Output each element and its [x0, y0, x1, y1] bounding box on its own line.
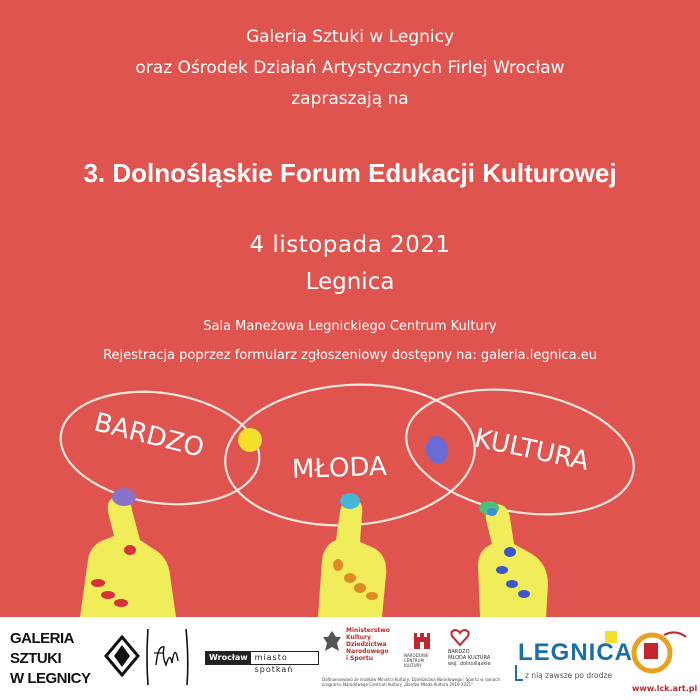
yellow-dot	[238, 428, 262, 452]
word-kultura: KULTURA	[471, 423, 592, 477]
lck-logo	[626, 623, 698, 693]
word-bardzo: BARDZO	[91, 407, 207, 464]
funding-fine-print: Dofinansowano ze środków Ministra Kultury, Dziedzictwa Narodowego i Sportu w ramach programu Narodowego Centrum Kultury „Bardzo Młoda Kultura 2019-2021”	[322, 677, 500, 687]
legnica-city-logo	[515, 635, 633, 695]
nck-castle-icon	[412, 631, 432, 651]
registration-info: Rejestracja poprzez formularz zgłoszeniowy dostępny na: galeria.legnica.eu	[103, 348, 597, 363]
ministerstwo-logo	[322, 627, 394, 677]
bmk-text: BARDZO MŁODA KULTURA woj. dolnośląskie	[448, 649, 491, 667]
invitation-line: zapraszają na	[291, 89, 409, 109]
event-title: 3. Dolnośląskie Forum Edukacji Kulturowej	[83, 158, 617, 188]
event-date: 4 listopada 2021	[249, 232, 451, 258]
galeria-logo-text: GALERIA SZTUKI W LEGNICY	[10, 630, 91, 687]
venn-hands-illustration	[0, 380, 700, 617]
wroclaw-slogan: miasto spotkań	[254, 653, 294, 674]
sponsor-logo-bar	[0, 617, 700, 700]
legnica-slogan: z nią zawsze po drodze	[525, 671, 612, 680]
firlej-icon	[142, 625, 194, 689]
organizer-line-2: oraz Ośrodek Działań Artystycznych Firlej Wrocław	[135, 58, 565, 78]
purple-dot	[424, 434, 451, 465]
legnica-wordmark: LEGNICA	[518, 639, 633, 666]
organizer-line-1: Galeria Sztuki w Legnicy	[245, 27, 455, 47]
hand-right	[478, 501, 548, 617]
nck-logo	[404, 631, 442, 675]
firlej-logo	[142, 625, 194, 689]
bardzo-mloda-kultura-logo	[448, 627, 504, 675]
ministerstwo-text: Ministerstwo Kultury Dziedzictwa Narodowego i Sportu	[346, 627, 390, 662]
wroclaw-label: Wrocław	[206, 652, 251, 664]
heart-icon	[450, 627, 470, 647]
wroclaw-logo	[205, 651, 319, 674]
corner-mark-icon	[515, 665, 523, 681]
event-venue: Sala Maneżowa Legnickiego Centrum Kultury	[203, 319, 497, 334]
galeria-sztuki-logo	[10, 629, 140, 691]
hand-left	[80, 488, 176, 617]
eagle-icon	[322, 629, 342, 657]
lck-emblem-icon	[630, 623, 690, 681]
event-city: Legnica	[305, 269, 395, 295]
diamond-icon	[104, 635, 140, 677]
word-mloda: MŁODA	[291, 451, 388, 486]
lck-url: www.lck.art.pl	[632, 684, 698, 693]
nck-text: NARODOWE CENTRUM KULTURY	[404, 653, 429, 668]
hand-middle	[318, 493, 386, 617]
